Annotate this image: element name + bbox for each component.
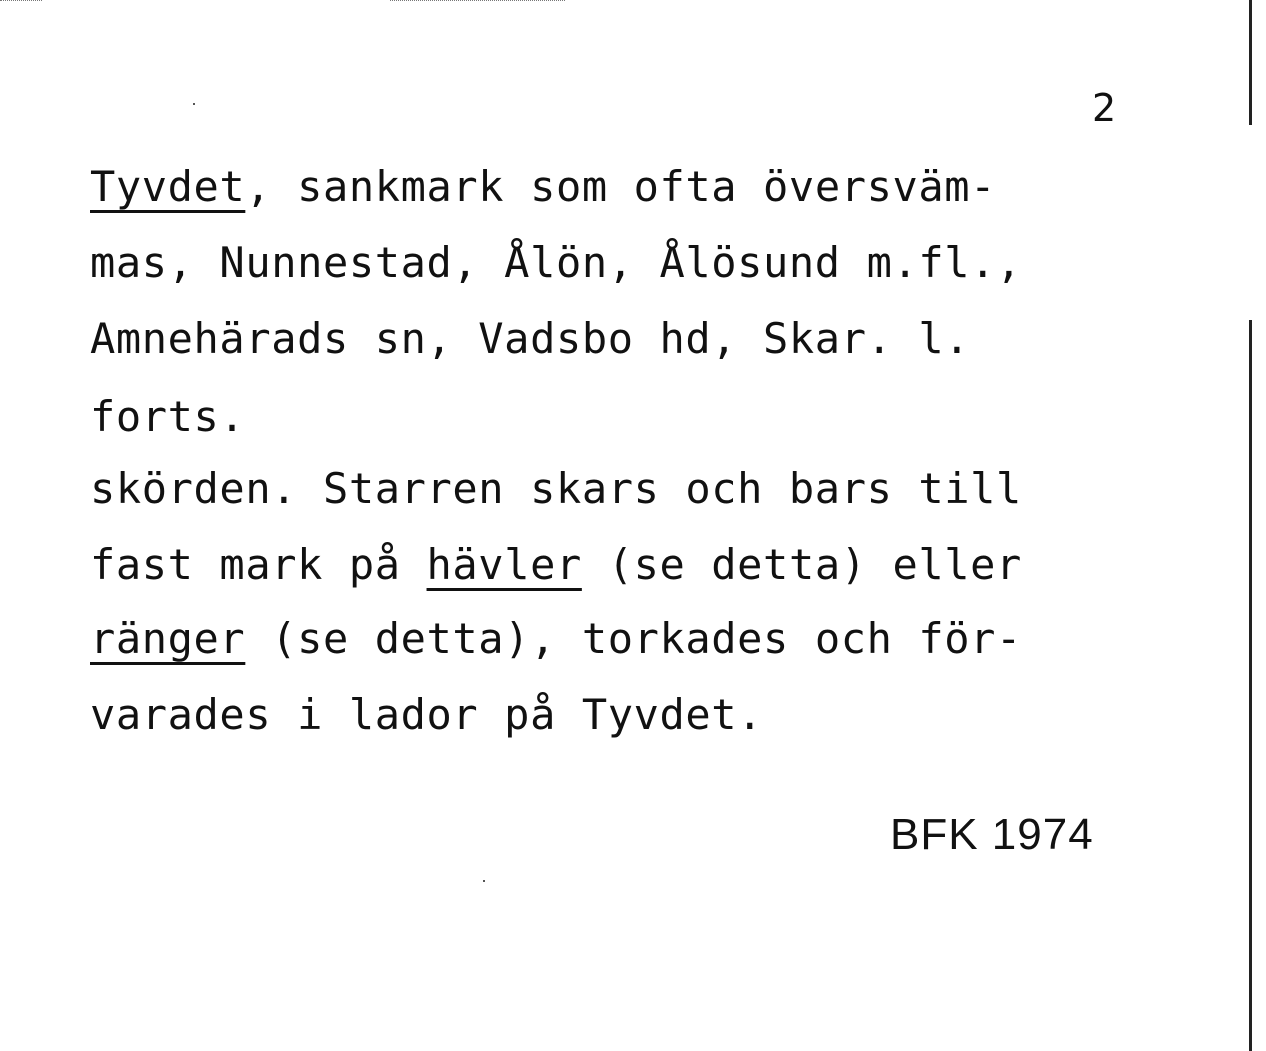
entry-line-1 bbox=[90, 162, 996, 212]
entry-text: (se detta) eller bbox=[581, 540, 1022, 589]
headword: Tyvdet bbox=[90, 162, 246, 211]
entry-line-4: forts. bbox=[90, 392, 246, 441]
entry-text: fast mark på bbox=[90, 540, 427, 589]
entry-line-7 bbox=[90, 614, 1022, 664]
scan-edge-right-upper bbox=[1249, 0, 1252, 125]
entry-text: (se detta), torkades och för- bbox=[245, 614, 1022, 663]
entry-line-2: mas, Nunnestad, Ålön, Ålösund m.fl., bbox=[90, 238, 1022, 287]
entry-line-5: skörden. Starren skars och bars till bbox=[90, 464, 1022, 513]
scan-speck bbox=[193, 103, 195, 105]
entry-line-6 bbox=[90, 540, 1022, 590]
entry-line-8: varades i lador på Tyvdet. bbox=[90, 690, 764, 739]
page-number: 2 bbox=[1092, 86, 1117, 130]
scan-edge-top-center bbox=[390, 0, 565, 4]
cross-reference-term: ränger bbox=[90, 614, 246, 663]
scan-speck bbox=[483, 880, 485, 882]
signature: BFK 1974 bbox=[890, 810, 1094, 859]
entry-text: , sankmark som ofta översväm- bbox=[245, 162, 997, 211]
scan-edge-top-left bbox=[0, 0, 42, 4]
entry-line-3: Amnehärads sn, Vadsbo hd, Skar. l. bbox=[90, 314, 971, 363]
scan-edge-right-lower bbox=[1249, 320, 1252, 1051]
cross-reference-term: hävler bbox=[426, 540, 582, 589]
